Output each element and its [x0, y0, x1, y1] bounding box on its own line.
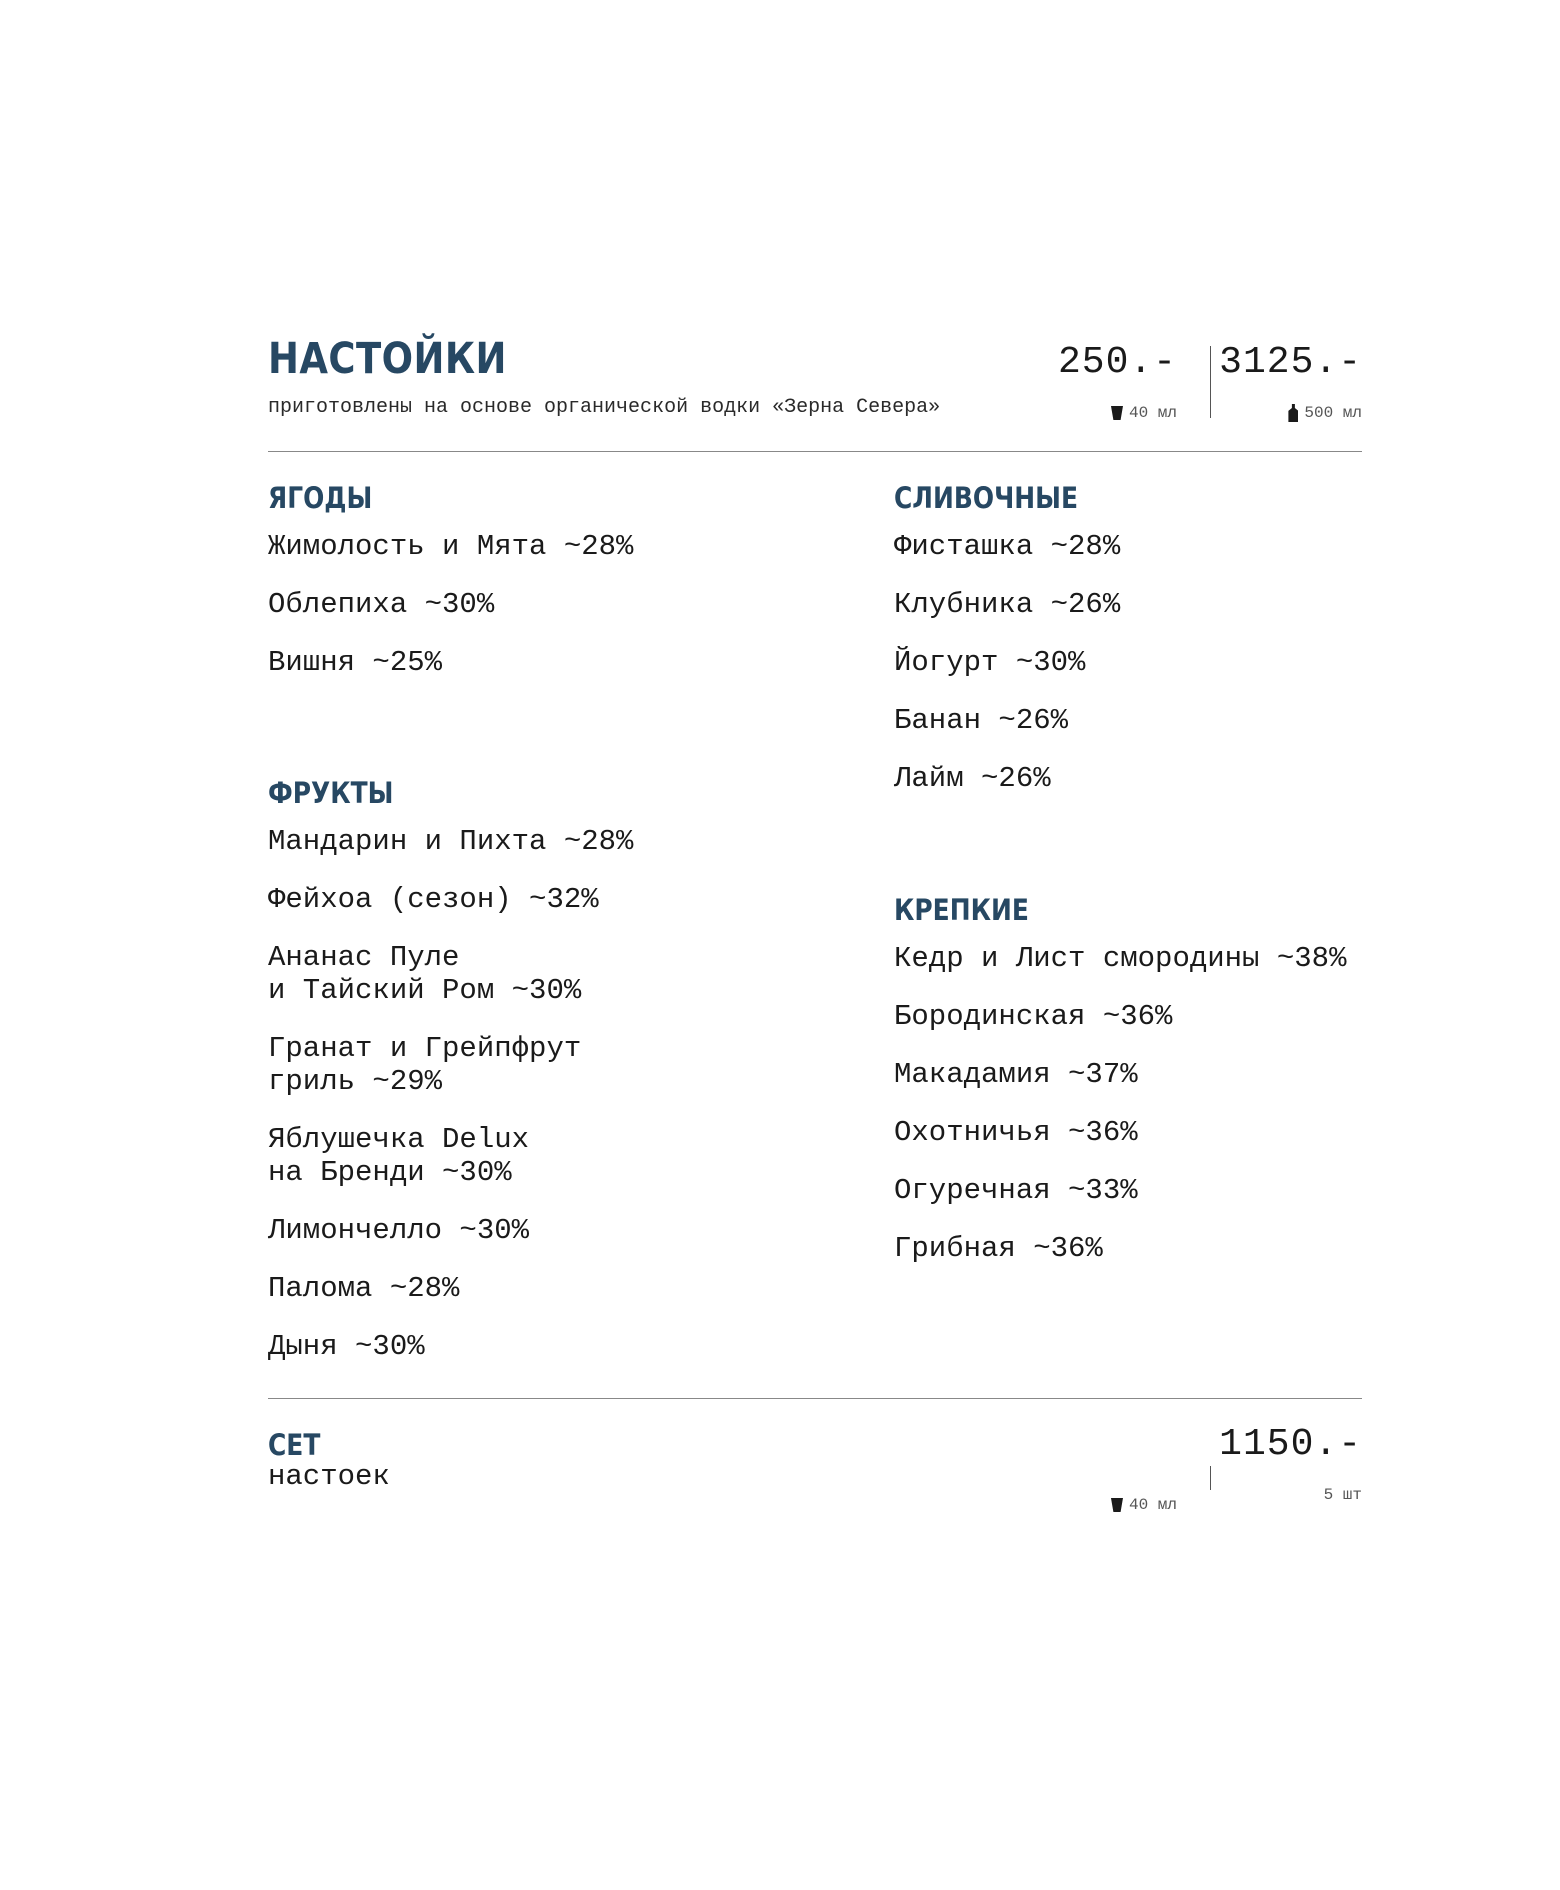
section-title-berries: ЯГОДЫ: [268, 481, 373, 515]
list-item: Бородинская ~36%: [894, 1000, 1173, 1033]
berries-list: [268, 530, 633, 679]
list-item: Гранат и Грейпфрут гриль ~29%: [268, 1032, 582, 1098]
section-fruits: [268, 775, 633, 1363]
list-item: Облепиха ~30%: [268, 588, 495, 621]
page-subtitle: приготовлены на основе органической водки «Зерна Севера»: [268, 396, 941, 419]
page-title: НАСТОЙКИ: [268, 334, 507, 384]
shot-glass-icon: [1111, 1498, 1123, 1512]
set-subtitle: настоек: [268, 1460, 390, 1493]
strong-list: [894, 942, 1346, 1265]
list-item: Палома ~28%: [268, 1272, 460, 1305]
fruits-list: [268, 825, 633, 1363]
set-price-divider: [1210, 1466, 1211, 1490]
list-item: Банан ~26%: [894, 704, 1069, 737]
set-shot-unit: 40 мл: [1128, 1496, 1177, 1514]
list-item: Лимончелло ~30%: [268, 1214, 530, 1247]
list-item: Ананас Пуле и Тайский Ром ~30%: [268, 941, 582, 1007]
section-title-creamy: СЛИВОЧНЫЕ: [894, 481, 1079, 515]
list-item: Фисташка ~28%: [894, 530, 1121, 563]
section-strong: [894, 892, 1346, 1265]
bottom-divider: [268, 1398, 1362, 1399]
set-count-row: [1192, 1486, 1362, 1504]
section-title-strong: КРЕПКИЕ: [894, 893, 1029, 927]
set-price: [1192, 1412, 1362, 1502]
price-bottle: [1192, 330, 1362, 420]
price-shot-unit-row: [977, 404, 1177, 422]
list-item: Охотничья ~36%: [894, 1116, 1138, 1149]
section-berries: [268, 480, 633, 679]
list-item: Йогурт ~30%: [894, 646, 1086, 679]
list-item: Фейхоа (сезон) ~32%: [268, 883, 599, 916]
price-shot: [977, 330, 1177, 420]
price-bottle-unit: 500 мл: [1304, 404, 1362, 422]
price-bottle-unit-row: [1192, 404, 1362, 422]
list-item: Огуречная ~33%: [894, 1174, 1138, 1207]
set-shot-unit-row: [1111, 1496, 1177, 1514]
list-item: Яблушечка Delux на Бренди ~30%: [268, 1123, 530, 1189]
shot-glass-icon: [1111, 406, 1123, 420]
price-bottle-value: 3125.-: [1219, 341, 1362, 384]
list-item: Грибная ~36%: [894, 1232, 1103, 1265]
price-shot-value: 250.-: [1057, 341, 1177, 384]
list-item: Мандарин и Пихта ~28%: [268, 825, 634, 858]
set-count-unit: 5 шт: [1323, 1486, 1362, 1504]
list-item: Кедр и Лист смородины ~38%: [894, 942, 1347, 975]
price-shot-unit: 40 мл: [1128, 404, 1177, 422]
set-price-value: 1150.-: [1219, 1423, 1362, 1466]
list-item: Лайм ~26%: [894, 762, 1051, 795]
set-title: СЕТ: [268, 1428, 321, 1462]
menu-page: [268, 330, 1362, 1514]
list-item: Дыня ~30%: [268, 1330, 425, 1363]
section-creamy: [894, 480, 1120, 795]
list-item: Клубника ~26%: [894, 588, 1121, 621]
list-item: Жимолость и Мята ~28%: [268, 530, 634, 563]
bottle-icon: [1288, 404, 1298, 422]
menu-header: [268, 330, 1362, 450]
list-item: Вишня ~25%: [268, 646, 443, 679]
list-item: Макадамия ~37%: [894, 1058, 1138, 1091]
top-divider: [268, 451, 1362, 452]
section-title-fruits: ФРУКТЫ: [268, 776, 394, 810]
creamy-list: [894, 530, 1120, 795]
